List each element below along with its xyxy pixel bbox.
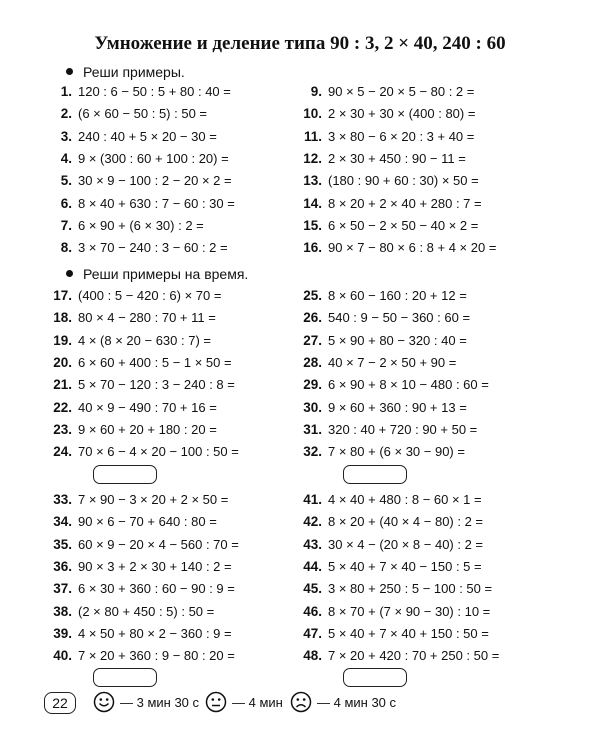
page-title: Умножение и деление типа 90 : 3, 2 × 40, 240 : 60 [94,33,506,54]
exercise-number: 41. [303,492,322,507]
exercise-row [46,149,229,169]
exercise-number: 3. [60,128,72,144]
exercise-row [46,512,217,532]
exercise-row [296,308,470,328]
exercise-expression: 4 × 40 + 480 : 8 − 60 × 1 = [328,492,482,507]
exercise-number: 31. [303,421,322,437]
exercise-expression: 6 × 90 + (6 × 30) : 2 = [78,217,204,233]
exercise-expression: 9 × 60 + 20 + 180 : 20 = [78,421,217,437]
exercise-expression: 540 : 9 − 50 − 360 : 60 = [328,310,471,326]
legend-item-sad [290,690,396,714]
exercise-expression: 6 × 60 + 400 : 5 − 1 × 50 = [78,354,232,370]
exercise-expression: (180 : 90 + 60 : 30) × 50 = [328,173,479,189]
section-1-heading [66,64,185,80]
section-1-label: Реши примеры. [83,64,185,80]
time-answer-box-1-right[interactable] [343,465,407,484]
exercise-number: 9. [310,84,322,99]
exercise-number: 27. [303,332,322,348]
exercise-row [296,646,499,666]
exercise-expression: 9 × 60 + 360 : 90 + 13 = [328,399,467,415]
exercise-expression: 30 × 4 − (20 × 8 − 40) : 2 = [328,536,484,552]
exercise-expression: 5 × 40 + 7 × 40 + 150 : 50 = [328,625,489,641]
exercise-number: 37. [53,581,72,597]
exercise-number: 20. [53,354,72,370]
exercise-row [46,127,217,147]
exercise-row [296,557,482,577]
exercise-number: 5. [60,173,72,189]
exercise-number: 11. [303,128,322,144]
exercise-expression: (6 × 60 − 50 : 5) : 50 = [78,106,208,122]
exercise-expression: 8 × 20 + 2 × 40 + 280 : 7 = [328,195,482,211]
exercise-row [46,375,235,395]
exercise-row [296,420,477,440]
exercise-expression: 6 × 30 + 360 : 60 − 90 : 9 = [78,581,235,597]
exercise-expression: 40 × 7 − 2 × 50 + 90 = [328,354,457,370]
exercise-number: 39. [53,625,72,641]
exercise-expression: 3 × 70 − 240 : 3 − 60 : 2 = [78,240,228,256]
exercise-row [46,82,231,102]
exercise-expression: 8 × 20 + (40 × 4 − 80) : 2 = [328,514,484,530]
exercise-expression: 8 × 70 + (7 × 90 − 30) : 10 = [328,603,491,619]
exercise-expression: 7 × 80 + (6 × 30 − 90) = [328,444,465,460]
exercise-expression: 60 × 9 − 20 × 4 − 560 : 70 = [78,536,239,552]
exercise-expression: 320 : 40 + 720 : 90 + 50 = [328,421,478,437]
exercise-expression: 3 × 80 − 6 × 20 : 3 + 40 = [328,128,475,144]
exercise-number: 15. [303,217,322,233]
exercise-row [46,624,232,644]
exercise-number: 19. [53,332,72,348]
exercise-row [296,149,466,169]
exercise-number: 13. [303,173,322,189]
exercise-expression: 90 × 3 + 2 × 30 + 140 : 2 = [78,558,232,574]
exercise-row [296,82,474,102]
exercise-expression: 3 × 80 + 250 : 5 − 100 : 50 = [328,581,493,597]
exercise-number: 42. [303,514,322,530]
exercise-row [46,194,235,214]
exercise-row [296,512,483,532]
exercise-number: 45. [303,581,322,597]
exercise-row [46,420,217,440]
exercise-row [296,194,482,214]
exercise-row [296,624,489,644]
exercise-number: 48. [303,648,322,664]
exercise-row [46,557,232,577]
legend-sad-text: — 4 мин 30 с [317,694,397,710]
exercise-row [296,331,467,351]
exercise-expression: 7 × 20 + 360 : 9 − 80 : 20 = [78,648,235,664]
page-number: 22 [44,692,76,714]
exercise-expression: 90 × 7 − 80 × 6 : 8 + 4 × 20 = [328,240,497,256]
exercise-number: 1. [60,84,72,99]
time-answer-box-1-left[interactable] [93,465,157,484]
exercise-row [296,171,479,191]
exercise-row [296,216,478,236]
exercise-number: 23. [53,421,72,437]
exercise-row [296,579,492,599]
exercise-expression: 6 × 90 + 8 × 10 − 480 : 60 = [328,377,489,393]
legend-item-happy [93,690,199,714]
exercise-row [296,238,496,258]
exercise-number: 18. [53,310,72,326]
exercise-number: 40. [53,648,72,664]
exercise-number: 7. [60,217,72,233]
exercise-number: 43. [303,536,322,552]
exercise-row [296,490,482,510]
exercise-row [46,308,216,328]
exercise-row [296,602,490,622]
exercise-number: 34. [53,514,72,530]
exercise-row [46,216,204,236]
exercise-number: 28. [303,354,322,370]
legend-neutral-text: — 4 мин [232,694,283,710]
exercise-number: 33. [53,492,72,507]
exercise-number: 24. [53,444,72,460]
exercise-row [46,398,217,418]
exercise-number: 44. [303,558,322,574]
exercise-row [46,353,232,373]
exercise-number: 46. [303,603,322,619]
exercise-number: 8. [60,240,72,256]
exercise-number: 29. [303,377,322,393]
exercise-expression: 6 × 50 − 2 × 50 − 40 × 2 = [328,217,479,233]
exercise-row [46,646,235,666]
exercise-number: 22. [53,399,72,415]
exercise-number: 12. [303,150,322,166]
time-answer-box-2-left[interactable] [93,668,157,687]
exercise-number: 30. [303,399,322,415]
exercise-row [296,535,483,555]
exercise-row [46,490,228,510]
exercise-number: 21. [53,377,72,393]
exercise-row [46,286,221,306]
exercise-row [46,579,235,599]
exercise-row [296,398,467,418]
section-2-heading [66,266,248,282]
exercise-expression: (400 : 5 − 420 : 6) × 70 = [78,288,222,303]
exercise-expression: 30 × 9 − 100 : 2 − 20 × 2 = [78,173,232,189]
exercise-row [296,127,474,147]
legend-item-neutral [205,690,283,714]
exercise-row [296,353,456,373]
exercise-expression: 9 × (300 : 60 + 100 : 20) = [78,150,229,166]
exercise-expression: 120 : 6 − 50 : 5 + 80 : 40 = [78,84,231,99]
exercise-row [296,104,475,124]
sad-face-icon [290,691,312,713]
exercise-row [46,171,232,191]
time-answer-box-2-right[interactable] [343,668,407,687]
exercise-expression: 4 × 50 + 80 × 2 − 360 : 9 = [78,625,232,641]
exercise-number: 38. [53,603,72,619]
exercise-expression: 5 × 90 + 80 − 320 : 40 = [328,332,467,348]
exercise-expression: 40 × 9 − 490 : 70 + 16 = [78,399,217,415]
exercise-expression: 80 × 4 − 280 : 70 + 11 = [78,310,216,326]
exercise-row [296,442,465,462]
exercise-number: 17. [53,288,72,303]
exercise-number: 16. [303,240,322,256]
exercise-expression: 2 × 30 + 30 × (400 : 80) = [328,106,476,122]
exercise-number: 14. [303,195,322,211]
exercise-number: 47. [303,625,322,641]
exercise-row [46,442,239,462]
legend-happy-text: — 3 мин 30 с [120,694,200,710]
exercise-expression: 90 × 5 − 20 × 5 − 80 : 2 = [328,84,475,99]
exercise-row [296,286,467,306]
exercise-number: 35. [53,536,72,552]
exercise-number: 26. [303,310,322,326]
exercise-expression: 7 × 20 + 420 : 70 + 250 : 50 = [328,648,500,664]
exercise-number: 2. [60,106,72,122]
exercise-number: 36. [53,558,72,574]
happy-face-icon [93,691,115,713]
exercise-expression: 5 × 70 − 120 : 3 − 240 : 8 = [78,377,235,393]
exercise-row [46,238,228,258]
exercise-row [46,104,207,124]
exercise-number: 4. [60,150,72,166]
exercise-expression: 90 × 6 − 70 + 640 : 80 = [78,514,217,530]
exercise-row [46,602,214,622]
exercise-row [46,535,239,555]
bullet-icon [66,68,73,75]
exercise-number: 32. [303,444,322,460]
section-2-label: Реши примеры на время. [83,266,249,282]
exercise-number: 25. [303,288,322,303]
exercise-expression: 4 × (8 × 20 − 630 : 7) = [78,332,211,348]
exercise-expression: (2 × 80 + 450 : 5) : 50 = [78,603,215,619]
exercise-row [296,375,489,395]
exercise-number: 6. [60,195,72,211]
exercise-expression: 240 : 40 + 5 × 20 − 30 = [78,128,217,144]
exercise-expression: 8 × 60 − 160 : 20 + 12 = [328,288,467,303]
exercise-expression: 7 × 90 − 3 × 20 + 2 × 50 = [78,492,229,507]
exercise-expression: 8 × 40 + 630 : 7 − 60 : 30 = [78,195,235,211]
exercise-expression: 5 × 40 + 7 × 40 − 150 : 5 = [328,558,482,574]
exercise-expression: 70 × 6 − 4 × 20 − 100 : 50 = [78,444,239,460]
neutral-face-icon [205,691,227,713]
exercise-row [46,331,211,351]
exercise-number: 10. [303,106,322,122]
exercise-expression: 2 × 30 + 450 : 90 − 11 = [328,150,466,166]
bullet-icon [66,270,73,277]
